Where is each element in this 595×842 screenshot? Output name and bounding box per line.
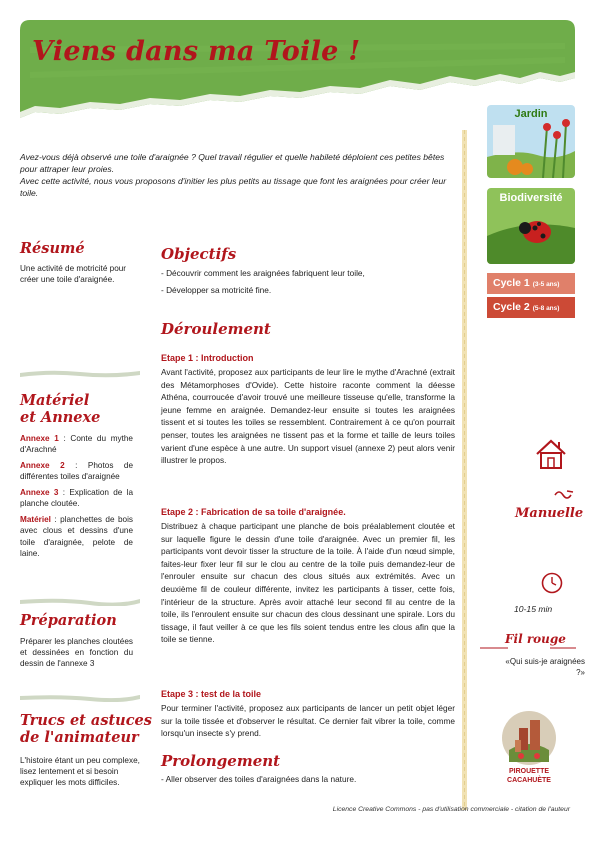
materiel-heading — [20, 392, 100, 427]
pirouette-cacahuete-logo — [501, 710, 557, 766]
objectif-item: - Développer sa motricité fine. — [161, 285, 272, 296]
objectifs-heading: Objectifs — [161, 245, 237, 263]
deroulement-heading: Déroulement — [161, 320, 271, 338]
prolongement-text: - Aller observer des toiles d'araignées dans la nature. — [161, 774, 357, 784]
brush-divider — [20, 694, 140, 702]
indoor-house-icon — [533, 436, 569, 472]
step-3-title: Etape 3 : test de la toile — [161, 689, 262, 699]
step-3-text: Pour terminer l'activité, proposez aux participants de lancer un petit objet léger sur la toile tissée et d'observer le résultat. Ce dernier fait vibrer la toile, comme lorsqu'un insecte s'y prend. — [161, 703, 455, 739]
trucs-heading — [20, 712, 152, 747]
activity-type-label: Manuelle — [515, 506, 584, 521]
trucs-heading-line-1: Trucs et astuces — [20, 712, 152, 729]
materiel-heading-line-2: et Annexe — [20, 409, 101, 427]
intro-text — [20, 152, 460, 199]
cycle-2-badge: Cycle 2 (5-8 ans) — [487, 297, 575, 318]
tile-biodiversite-label: Biodiversité — [499, 192, 563, 204]
clock-icon — [540, 571, 564, 595]
brush-divider — [20, 370, 140, 378]
page-title: Viens dans ma Toile ! — [32, 36, 361, 67]
tile-biodiversite — [487, 188, 575, 264]
materiel-item: Matériel : planchettes de bois avec clous et dessins d'une toile d'araignée, pelote de laine. — [20, 515, 133, 558]
logo-wordmark — [488, 768, 570, 786]
tile-jardin-label: Jardin — [514, 108, 548, 120]
fil-rouge-text: «Qui suis-je araignées ?» — [505, 657, 585, 677]
rope-decoration — [462, 130, 467, 810]
preparation-heading: Préparation — [20, 612, 117, 629]
fil-rouge-label: Fil rouge — [505, 632, 566, 646]
objectif-item: - Découvrir comment les araignées fabriquent leur toile, — [161, 268, 365, 278]
hand-scribble-icon — [553, 488, 575, 502]
annex-item-2: Annexe 2 : Photos de différentes toiles d'araignée — [20, 461, 134, 482]
logo-line-2: CACAHUÈTE — [507, 776, 551, 784]
trucs-heading-line-2: de l'animateur — [20, 729, 139, 747]
tile-jardin — [487, 105, 575, 178]
step-1-text: Avant l'activité, proposez aux participants de leur lire le mythe d'Arachné (extrait des Métamorphoses d'Ovide). Cette histoire raconte comment la déesse Athéna, courroucée d'avoir trouvé une meilleure tisseuse qu'elle, transforme la jeune femme en araignée. Demandez-leur ensuite si toutes les araignées tissent et si toutes les toiles se ressemblent. Contrairement à ce qu'on pourrait penser, toutes les araignées ne tissent pas et la forme et taille de leurs toiles varient d'une espèce à une autre. Un support visuel (annexe 2) peut alors venir illustrer le propos. — [161, 367, 455, 466]
step-1-title: Etape 1 : Introduction — [161, 353, 254, 363]
materiel-heading-line-1: Matériel — [20, 392, 90, 409]
objectifs-list — [161, 267, 446, 297]
annex-item-3: Annexe 3 : Explication de la planche cloutée. — [20, 488, 134, 509]
materiel-list — [20, 433, 133, 564]
cycle-1-badge: Cycle 1 (3-5 ans) — [487, 273, 575, 294]
annex-item-1: Annexe 1 : Conte du mythe d'Arachné — [20, 434, 133, 455]
prolongement-heading: Prolongement — [161, 752, 281, 770]
duration-text: 10-15 min — [514, 604, 553, 614]
preparation-text: Préparer les planches cloutées et dessinées en fonction du dessin de l'annexe 3 — [20, 637, 133, 669]
logo-line-1: PIROUETTE — [508, 768, 550, 775]
resume-text: Une activité de motricité pour créer une toile d'araignée. — [20, 264, 127, 285]
trucs-text: L'histoire étant un peu complexe, lisez lentement et si besoin expliquer les mots difficiles. — [20, 756, 140, 788]
intro-line-1: Avez-vous déjà observé une toile d'araignée ? Quel travail régulier et quelle habileté déploient ces petites bêtes pour attraper leur proies. — [20, 152, 445, 174]
brush-divider — [20, 598, 140, 606]
licence-footer: Licence Creative Commons - pas d'utilisation commerciale - citation de l'auteur — [332, 806, 570, 813]
resume-heading: Résumé — [20, 240, 85, 257]
intro-line-2: Avec cette activité, nous vous proposons d'initier les plus petits au tissage que font les araignées pour créer leur toile. — [20, 175, 447, 198]
step-2-title: Etape 2 : Fabrication de sa toile d'araignée. — [161, 507, 346, 517]
step-2-text: Distribuez à chaque participant une planche de bois préalablement cloutée et sur laquelle figure le dessin d'une toile d'araignée. Avec un premier fil, les participants vont devoir tisser la structure de la toile. À l'aide d'un nœud simple, faites-leur fixer leur fil sur le clou au centre de la toile puis demandez-leur de l'enrouler ensuite sur chacun des clous situés aux extrémités. Avec un deuxième fil de couleur différente, invitez les participants à tisser, cette fois, l'intérieur de la structure. Après avoir attaché leur second fil au centre de la toile, ils l'enroulent ensuite sur chacun des clous dessinant une spirale. Lors du tissage, il faut veiller à ce que les fils soient tendus entre les clous afin que la toile se tienne. — [161, 521, 455, 645]
